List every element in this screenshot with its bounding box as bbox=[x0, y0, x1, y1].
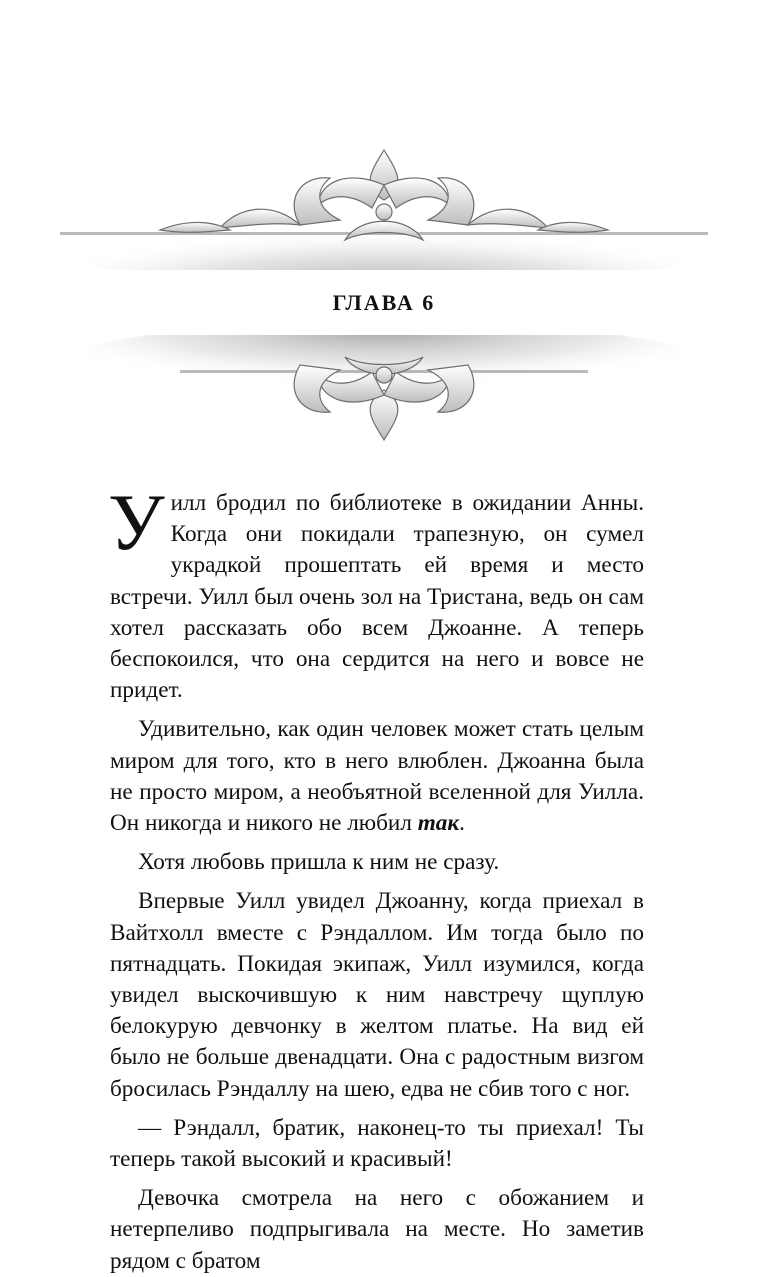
chapter-title: ГЛАВА 6 bbox=[332, 290, 436, 315]
emphasized-word: так bbox=[417, 810, 460, 837]
paragraph: — Рэндалл, братик, наконец-то ты приехал! Ты теперь такой высокий и красивый! bbox=[110, 1114, 644, 1173]
paragraph-text: Удивительно, как один человек может стать целым миром для того, кто в него влюблен. Джоанна была не просто миром, а необъятной вселенной для Уилла. Он никогда и никого не любил bbox=[110, 716, 644, 837]
paragraph bbox=[110, 714, 644, 839]
paragraph-text: . bbox=[459, 810, 465, 837]
drop-cap: У bbox=[108, 479, 165, 567]
paragraph: Девочка смотрела на него с обожанием и нетерпеливо подпрыгивала на месте. Но заметив рядом с братом bbox=[110, 1185, 644, 1274]
bottom-ornament-icon bbox=[0, 335, 768, 460]
paragraph: Впервые Уилл увидел Джоанну, когда приехал в Вайтхолл вместе с Рэндаллом. Им тогда было по пятнадцать. Покидая экипаж, Уилл изумился, когда увидел выскочившую к ним навстречу щуплую белокурую девчонку в желтом платье. На вид ей было не больше двенадцати. Она с радостным визгом бросилась Рэндаллу на шею, едва не сбив того с ног. bbox=[110, 888, 644, 1102]
top-ornament-icon bbox=[0, 130, 768, 270]
paragraph bbox=[108, 479, 644, 706]
paragraph-text: илл бродил по библиотеке в ожидании Анны. Когда они покидали трапезную, он сумел украдкой прошептать ей время и место встречи. Уилл был очень зол на Тристана, ведь он сам хотел рассказать обо всем Джоанне. А теперь беспокоился, что она сердится на него и вовсе не придет. bbox=[110, 490, 644, 704]
paragraph: Хотя любовь пришла к ним не сразу. bbox=[138, 849, 500, 876]
chapter-text bbox=[108, 479, 644, 1277]
